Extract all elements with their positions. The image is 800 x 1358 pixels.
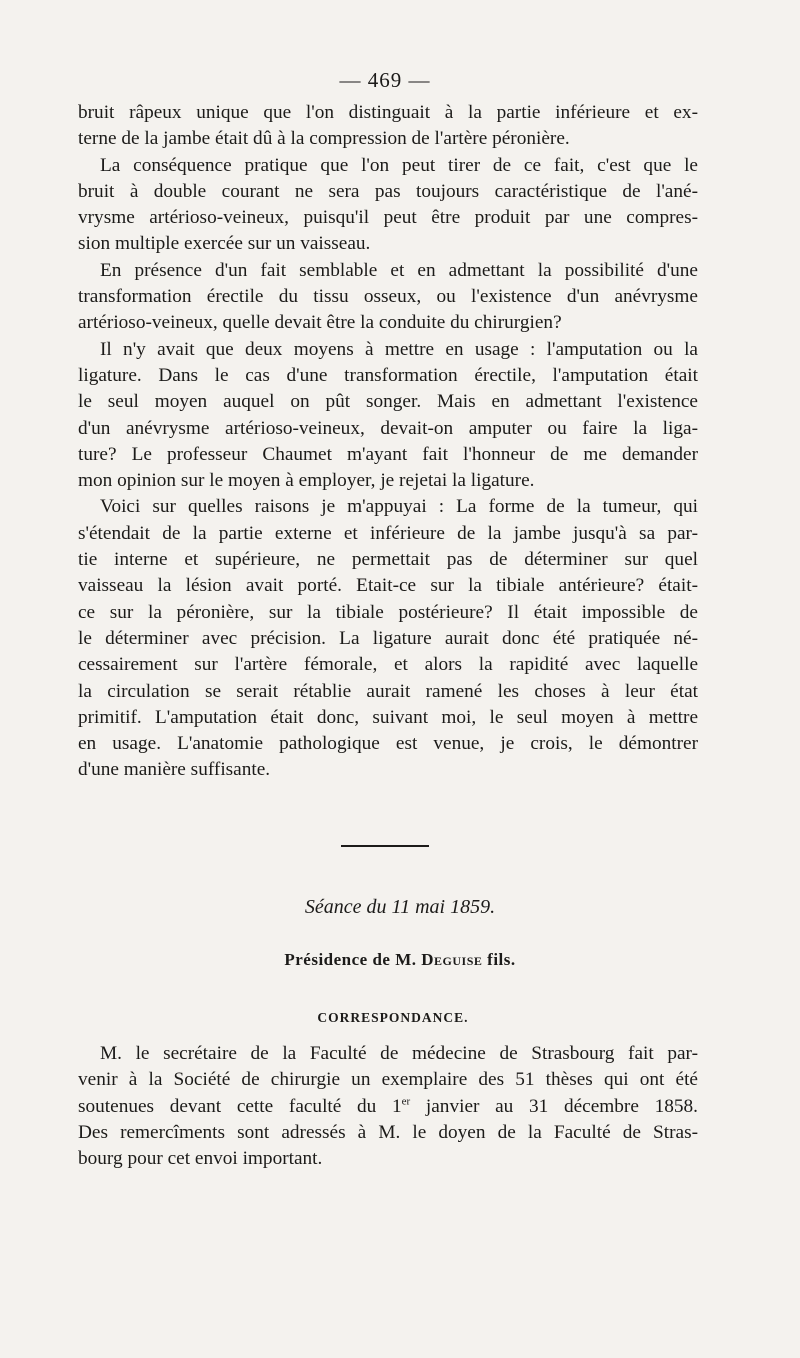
text-line: bruit râpeux unique que l'on distinguait à la partie inférieure et ex- bbox=[78, 102, 698, 123]
text-line: transformation érectile du tissu osseux, ou l'existence d'un anévrysme bbox=[78, 286, 698, 308]
section-heading: CORRESPONDANCE. bbox=[317, 1010, 469, 1025]
text-line: terne de la jambe était dû à la compression de l'artère péronière. bbox=[78, 128, 570, 150]
text-line: sion multiple exercée sur un vaisseau. bbox=[78, 233, 371, 255]
text-fragment: soutenues devant cette faculté du 1 bbox=[78, 1095, 402, 1117]
text-line: bruit à double courant ne sera pas toujours caractéristique de l'ané- bbox=[78, 180, 698, 202]
presidency-prefix: Présidence de M. bbox=[284, 950, 417, 969]
text-line: le déterminer avec précision. La ligature aurait donc été pratiquée né- bbox=[78, 627, 698, 649]
presidency-suffix: fils. bbox=[487, 950, 516, 969]
text-line: ligature. Dans le cas d'une transformation érectile, l'amputation était bbox=[78, 364, 698, 386]
ordinal-superscript: er bbox=[401, 1095, 411, 1108]
section-divider bbox=[341, 845, 429, 847]
text-line: M. le secrétaire de la Faculté de médecine de Strasbourg fait par- bbox=[100, 1043, 698, 1064]
text-line: Il n'y avait que deux moyens à mettre en usage : l'amputation ou la bbox=[100, 338, 698, 360]
text-line: tie interne et supérieure, ne permettait pas de déterminer sur quel bbox=[78, 549, 698, 571]
text-line: en usage. L'anatomie pathologique est venue, je crois, le démontrer bbox=[78, 733, 698, 755]
text-line: mon opinion sur le moyen à employer, je rejetai la ligature. bbox=[78, 470, 535, 492]
body-text bbox=[78, 100, 698, 784]
text-line: bourg pour cet envoi important. bbox=[78, 1148, 323, 1170]
text-line: s'étendait de la partie externe et inférieure de la jambe jusqu'à sa par- bbox=[78, 522, 698, 544]
text-line: d'un anévrysme artérioso-veineux, devait-on amputer ou faire la liga- bbox=[78, 417, 698, 439]
text-line: primitif. L'amputation était donc, suivant moi, le seul moyen à mettre bbox=[78, 706, 698, 728]
text-line: le seul moyen auquel on pût songer. Mais en admettant l'existence bbox=[78, 391, 698, 413]
text-line: d'une manière suffisante. bbox=[78, 759, 271, 781]
text-line: venir à la Société de chirurgie un exemplaire des 51 thèses qui ont été bbox=[78, 1069, 698, 1091]
text-line: Des remercîments sont adressés à M. le doyen de la Faculté de Stras- bbox=[78, 1121, 698, 1143]
correspondence-paragraph bbox=[78, 1041, 698, 1172]
page-number: — 469 — bbox=[339, 68, 431, 92]
text-line bbox=[78, 1094, 698, 1120]
text-line: vaisseau la lésion avait porté. Etait-ce sur la tibiale antérieure? était- bbox=[78, 575, 698, 597]
text-line: Voici sur quelles raisons je m'appuyai : La forme de la tumeur, qui bbox=[100, 496, 698, 518]
text-line: En présence d'un fait semblable et en admettant la possibilité d'une bbox=[100, 259, 698, 281]
text-line: ture? Le professeur Chaumet m'ayant fait l'honneur de me demander bbox=[78, 443, 698, 465]
text-fragment: janvier au 31 décembre 1858. bbox=[410, 1095, 698, 1117]
text-line: la circulation se serait rétablie aurait ramené les choses à leur état bbox=[78, 680, 698, 702]
text-line: La conséquence pratique que l'on peut tirer de ce fait, c'est que le bbox=[100, 154, 698, 176]
presidency-name: Deguise bbox=[421, 950, 483, 969]
text-line: vrysme artérioso-veineux, puisqu'il peut être produit par une compres- bbox=[78, 207, 698, 229]
presidency-line bbox=[0, 950, 800, 970]
session-title: Séance du 11 mai 1859. bbox=[304, 896, 496, 918]
text-line: ce sur la péronière, sur la tibiale postérieure? Il était impossible de bbox=[78, 601, 698, 623]
text-line: artérioso-veineux, quelle devait être la conduite du chirurgien? bbox=[78, 312, 562, 334]
text-line: cessairement sur l'artère fémorale, et alors la rapidité avec laquelle bbox=[78, 654, 698, 676]
